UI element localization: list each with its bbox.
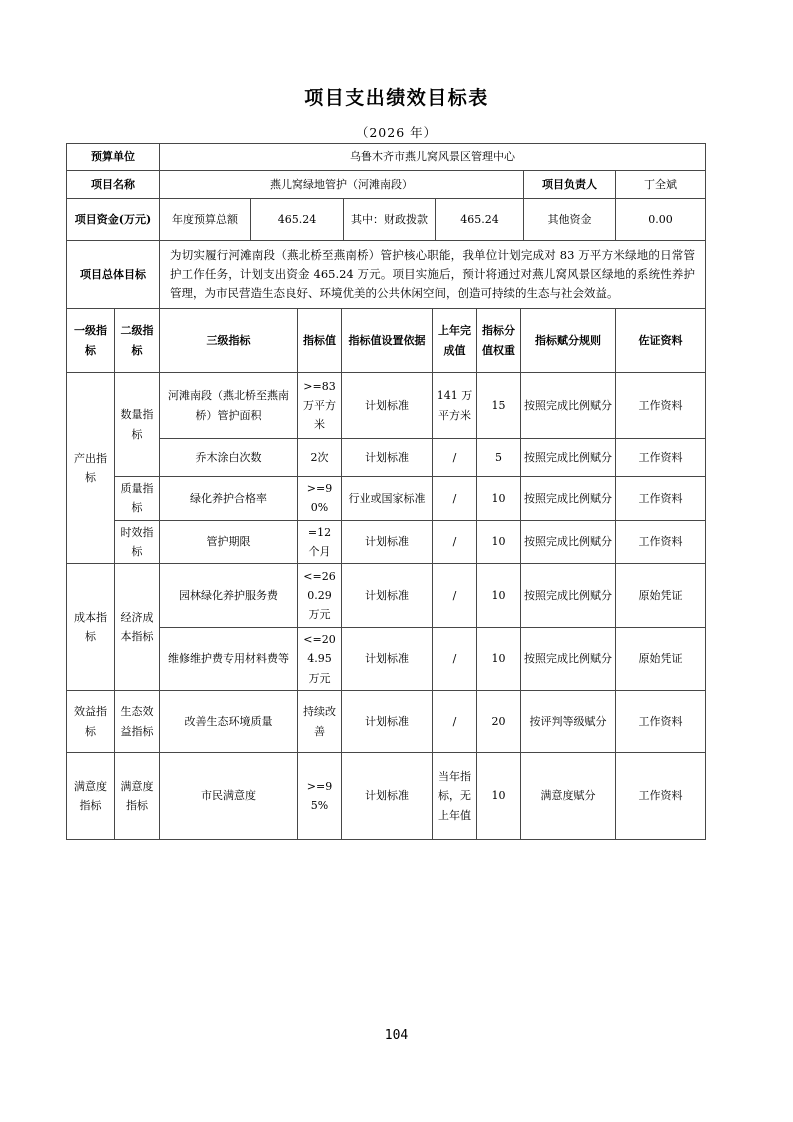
cell-rule: 满意度赋分 [521,753,616,840]
project-funds-row [67,199,706,241]
cell-basis: 行业或国家标准 [342,477,433,521]
header-level1: 一级指标 [67,309,115,373]
cell-level1: 满意度指标 [67,753,115,840]
indicator-header-row [67,309,706,373]
cell-evidence: 工作资料 [616,477,706,521]
cell-basis: 计划标准 [342,691,433,753]
project-name-label: 项目名称 [67,171,160,199]
cell-basis: 计划标准 [342,373,433,439]
cell-basis: 计划标准 [342,628,433,691]
cell-value: 持续改善 [298,691,342,753]
indicator-row [67,373,706,439]
cell-level1: 成本指标 [67,564,115,691]
cell-weight: 10 [477,520,521,564]
project-leader-label: 项目负责人 [524,171,616,199]
cell-level3: 改善生态环境质量 [160,691,298,753]
cell-level3: 乔木涂白次数 [160,439,298,477]
project-leader-value: 丁全斌 [616,171,706,199]
cell-weight: 20 [477,691,521,753]
cell-evidence: 工作资料 [616,373,706,439]
header-evidence: 佐证资料 [616,309,706,373]
cell-weight: 10 [477,753,521,840]
page-subtitle: （2026 年） [355,125,438,140]
cell-basis: 计划标准 [342,520,433,564]
cell-rule: 按照完成比例赋分 [521,564,616,628]
cell-level2: 时效指标 [115,520,160,564]
cell-rule: 按照完成比例赋分 [521,520,616,564]
cell-weight: 5 [477,439,521,477]
cell-evidence: 工作资料 [616,691,706,753]
cell-basis: 计划标准 [342,753,433,840]
cell-prev: / [433,439,477,477]
cell-prev: 当年指标，无上年值 [433,753,477,840]
header-level2: 二级指标 [115,309,160,373]
cell-value: <=204.95 万元 [298,628,342,691]
budget-unit-value: 乌鲁木齐市燕儿窝风景区管理中心 [160,144,706,171]
cell-level2: 生态效益指标 [115,691,160,753]
cell-rule: 按照完成比例赋分 [521,477,616,521]
cell-value: >=95% [298,753,342,840]
cell-level1: 效益指标 [67,691,115,753]
indicator-row [67,628,706,691]
other-funds-value: 0.00 [616,199,706,241]
cell-rule: 按照完成比例赋分 [521,373,616,439]
cell-level2: 数量指标 [115,373,160,477]
indicator-table [66,308,706,840]
cell-level3: 管护期限 [160,520,298,564]
cell-basis: 计划标准 [342,439,433,477]
cell-prev: / [433,564,477,628]
cell-weight: 10 [477,628,521,691]
indicator-row [67,439,706,477]
overall-goal-table [66,240,706,309]
project-info-table [66,143,706,241]
cell-evidence: 原始凭证 [616,628,706,691]
overall-goal-row [67,241,706,309]
overall-goal-text: 为切实履行河滩南段（燕北桥至燕南桥）管护核心职能，我单位计划完成对 83 万平方米绿地的日常管护工作任务，计划支出资金 465.24 万元。项目实施后，预计将通过对燕儿窝风景区绿地的系统性养护管理，为市民营造生态良好、环境优美的公共休闲空间，创造可持续的生态与社会效益。 [160,241,706,309]
header-prev: 上年完成值 [433,309,477,373]
cell-prev: / [433,691,477,753]
annual-total-label: 年度预算总额 [160,199,251,241]
cell-weight: 10 [477,564,521,628]
indicator-row [67,477,706,521]
cell-value: >=83万平方米 [298,373,342,439]
fiscal-allocation-value: 465.24 [436,199,524,241]
page-number: 104 [384,1028,409,1043]
cell-rule: 按照完成比例赋分 [521,628,616,691]
cell-level2: 质量指标 [115,477,160,521]
cell-level3: 绿化养护合格率 [160,477,298,521]
budget-unit-row [67,144,706,171]
indicator-row [67,564,706,628]
page-title: 项目支出绩效目标表 [304,87,489,109]
indicator-row [67,691,706,753]
cell-level3: 河滩南段（燕北桥至燕南桥）管护面积 [160,373,298,439]
fiscal-allocation-label: 其中：财政拨款 [344,199,436,241]
cell-value: >=90% [298,477,342,521]
cell-prev: / [433,628,477,691]
cell-level1: 产出指标 [67,373,115,564]
cell-prev: / [433,477,477,521]
budget-unit-label: 预算单位 [67,144,160,171]
cell-evidence: 工作资料 [616,439,706,477]
cell-value: <=260.29 万元 [298,564,342,628]
project-name-row [67,171,706,199]
cell-evidence: 原始凭证 [616,564,706,628]
indicator-row [67,753,706,840]
project-funds-label: 项目资金(万元) [67,199,160,241]
cell-level2: 经济成本指标 [115,564,160,691]
cell-rule: 按照完成比例赋分 [521,439,616,477]
cell-weight: 10 [477,477,521,521]
header-basis: 指标值设置依据 [342,309,433,373]
cell-level2: 满意度指标 [115,753,160,840]
cell-prev: / [433,520,477,564]
cell-rule: 按评判等级赋分 [521,691,616,753]
other-funds-label: 其他资金 [524,199,616,241]
cell-basis: 计划标准 [342,564,433,628]
header-value: 指标值 [298,309,342,373]
cell-level3: 维修维护费专用材料费等 [160,628,298,691]
overall-goal-label: 项目总体目标 [67,241,160,309]
cell-level3: 园林绿化养护服务费 [160,564,298,628]
annual-total-value: 465.24 [251,199,344,241]
cell-weight: 15 [477,373,521,439]
project-name-value: 燕儿窝绿地管护（河滩南段） [160,171,524,199]
cell-value: 2次 [298,439,342,477]
header-weight: 指标分值权重 [477,309,521,373]
cell-evidence: 工作资料 [616,520,706,564]
header-level3: 三级指标 [160,309,298,373]
cell-value: =12 个月 [298,520,342,564]
indicator-row [67,520,706,564]
cell-level3: 市民满意度 [160,753,298,840]
header-rule: 指标赋分规则 [521,309,616,373]
cell-prev: 141 万平方米 [433,373,477,439]
cell-evidence: 工作资料 [616,753,706,840]
